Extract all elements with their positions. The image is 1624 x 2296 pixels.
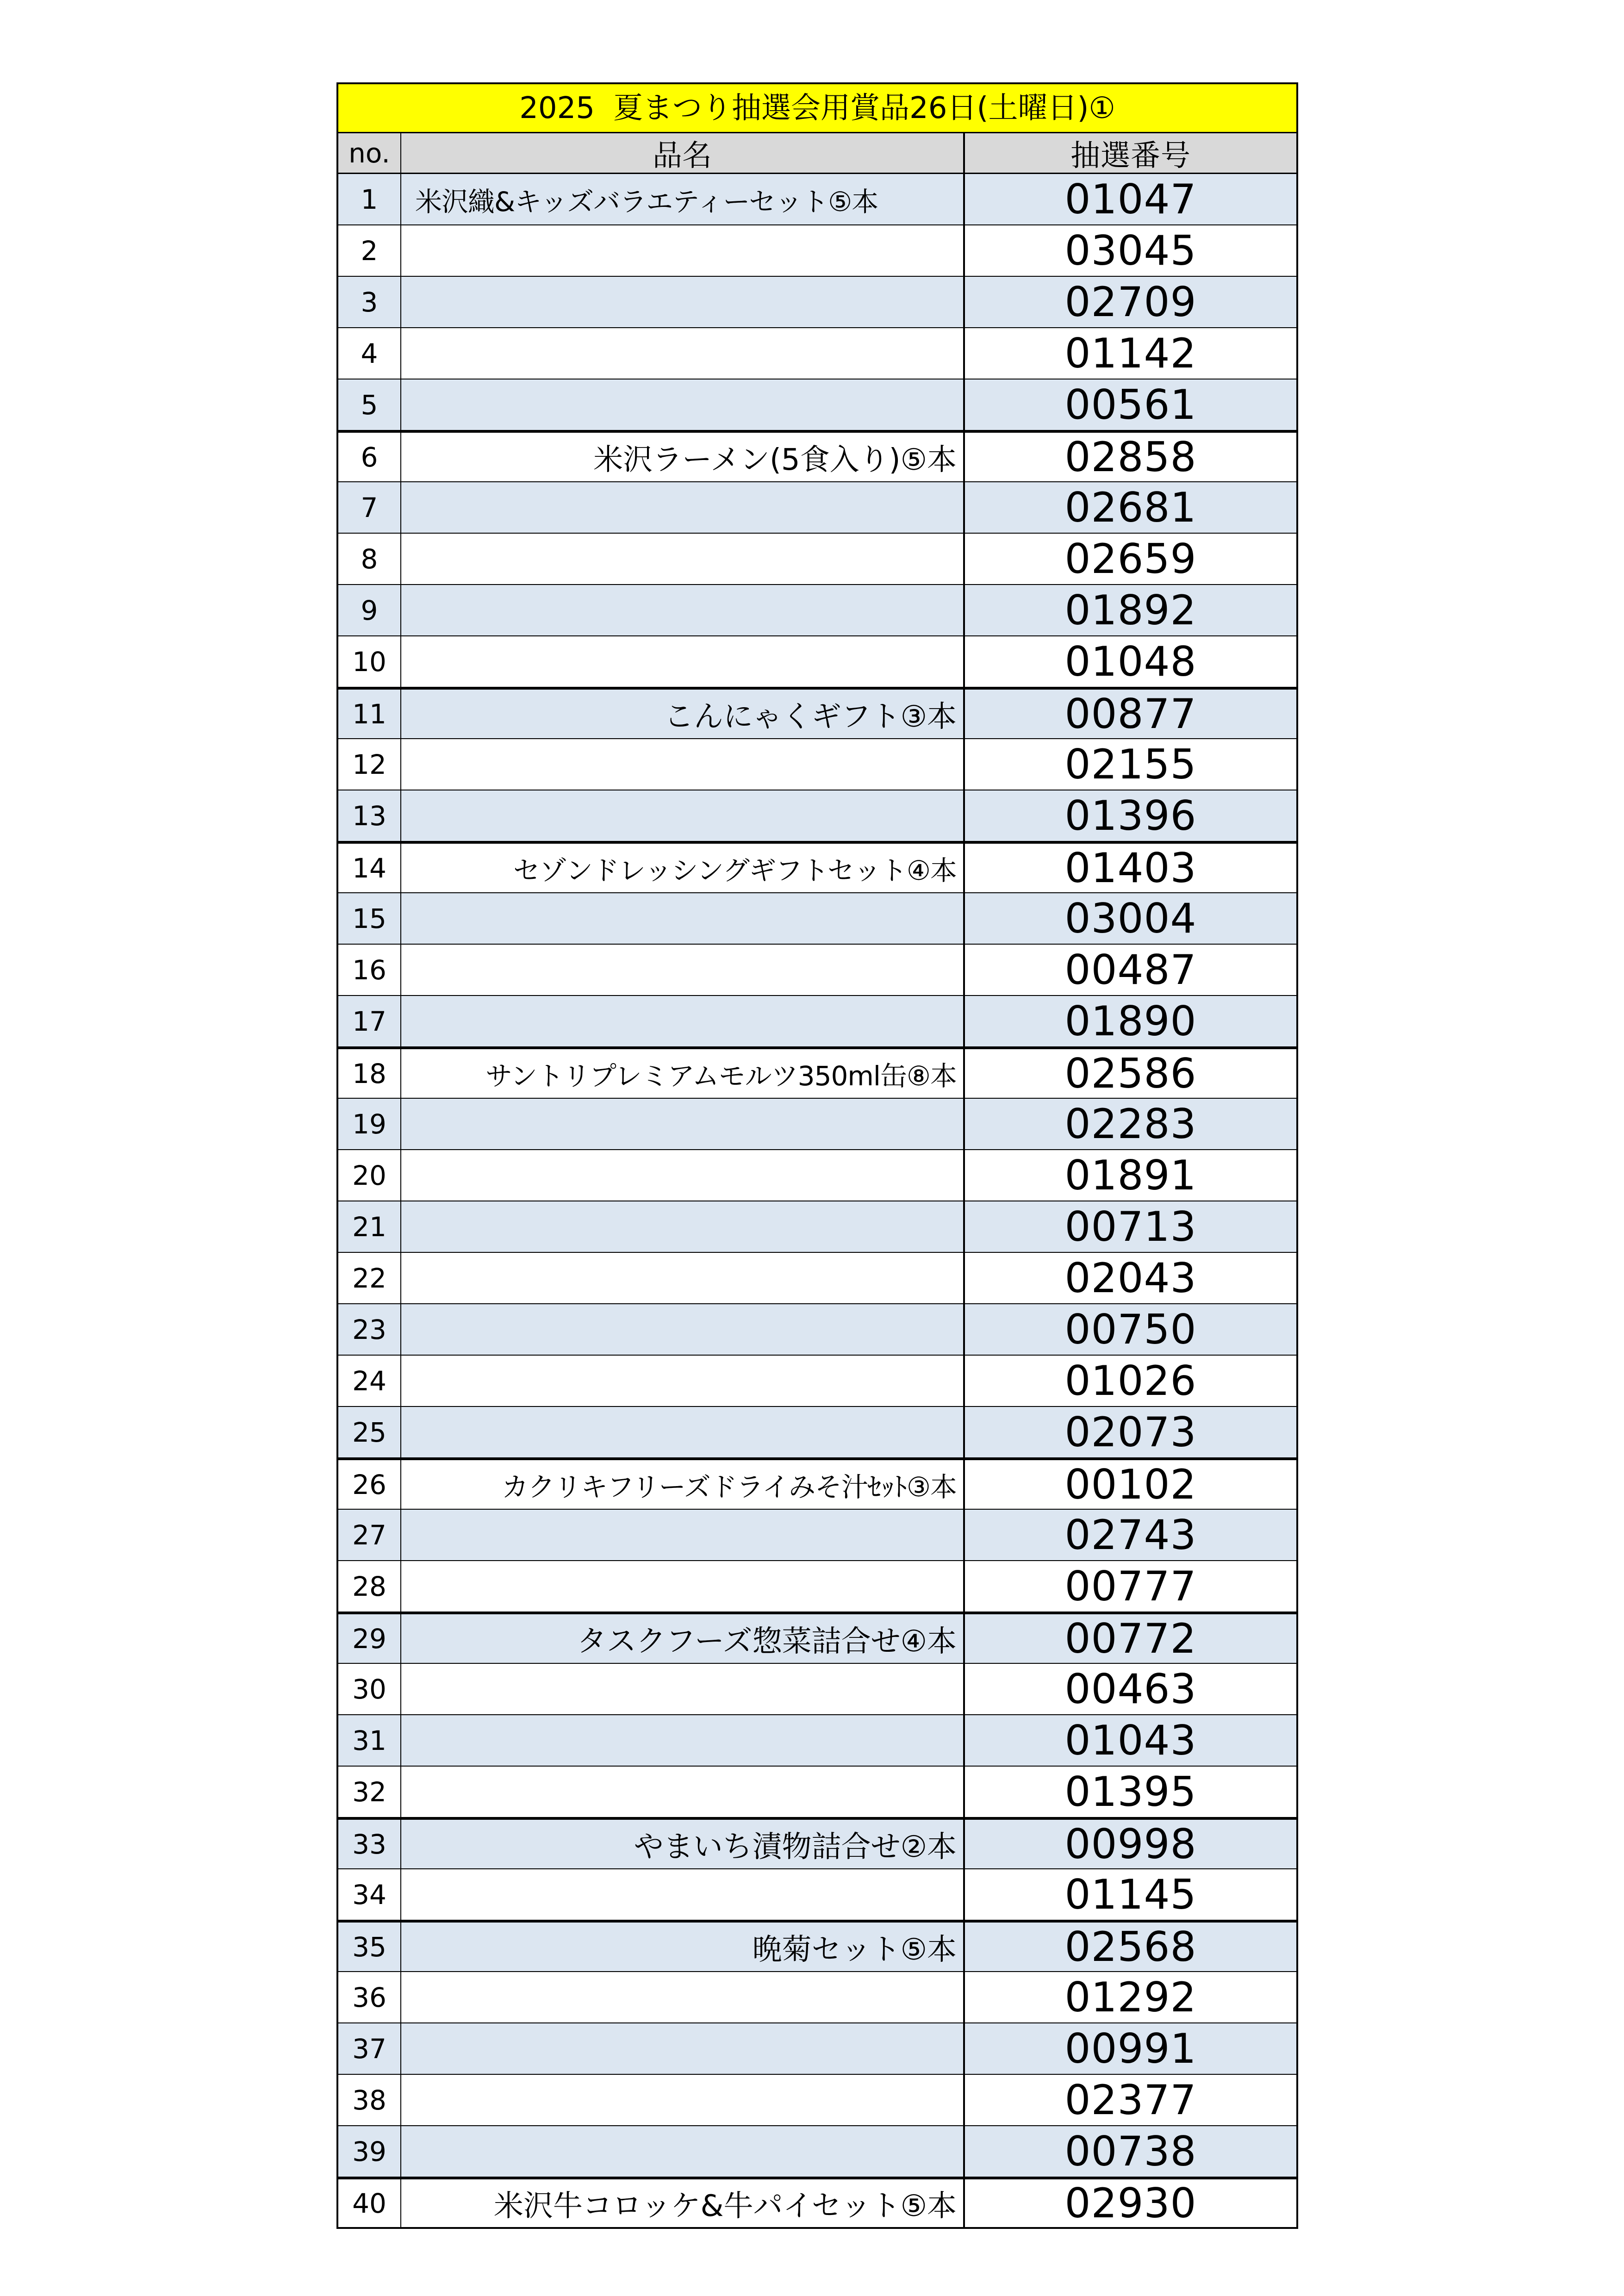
row-number: 02930 [1064,2179,1197,2227]
row-number: 01292 [1064,1973,1197,2021]
row-number: 02659 [1064,535,1197,583]
row-no: 13 [338,790,401,841]
row-no: 1 [338,174,401,224]
row-item [401,1510,965,1560]
table-row [336,790,1298,842]
row-no: 17 [338,996,401,1046]
row-item [401,1972,965,2022]
row-no: 16 [338,945,401,995]
row-item [401,1407,965,1457]
row-item [401,585,965,635]
row-number: 00772 [965,1614,1296,1663]
row-no: 33 [338,1820,401,1868]
row-number: 03004 [965,893,1296,944]
row-item: やまいち漬物詰合せ②本 [401,1820,965,1868]
table-row [336,1664,1298,1715]
row-item [401,277,965,327]
row-number: 00750 [965,1304,1296,1355]
row-number: 01145 [1064,1871,1197,1918]
row-number: 02073 [965,1407,1296,1457]
row-number: 01890 [965,996,1296,1046]
row-number: 02283 [965,1099,1296,1149]
table-row [336,1356,1298,1407]
row-number: 01395 [1064,1768,1197,1816]
row-number: 01892 [965,585,1296,635]
table-row [336,1458,1298,1510]
row-no: 18 [338,1049,401,1098]
table-row [336,534,1298,585]
row-item: 米沢牛コロッケ&牛パイセット⑤本 [401,2179,965,2227]
row-item [401,482,965,533]
row-item [401,1561,965,1612]
row-no: 21 [338,1201,401,1252]
row-number: 02858 [1064,433,1197,481]
row-number: 00102 [1064,1461,1197,1508]
row-number: 02743 [965,1510,1296,1560]
row-number: 02377 [1064,2076,1197,2124]
row-item [401,328,965,379]
row-number: 01403 [1064,844,1197,892]
table-row [336,1818,1298,1869]
title-year: 2025 [519,91,595,125]
row-no: 19 [338,1099,401,1149]
row-no: 23 [338,1304,401,1355]
table-row [336,1767,1298,1818]
row-number: 02681 [965,482,1296,533]
table-row [336,1510,1298,1561]
row-item [401,1356,965,1406]
row-number: 00738 [965,2126,1296,2177]
row-item [401,1767,965,1817]
table-row [336,945,1298,996]
header-item: 品名 [401,133,965,173]
row-item: セゾンドレッシングギフトセット④本 [401,844,965,892]
header-number: 抽選番号 [1070,138,1191,173]
row-number: 01047 [965,174,1296,224]
row-item [401,1099,965,1149]
table-row [336,2126,1298,2178]
row-no: 12 [338,739,401,790]
row-number: 02155 [1064,740,1197,788]
row-number: 00877 [965,690,1296,738]
sheet-title [336,82,1298,133]
row-no: 3 [338,277,401,327]
row-no: 38 [338,2075,401,2125]
title-text: 夏まつり抽選会用賞品26日(土曜日)① [613,91,1115,125]
row-number: 00463 [1064,1665,1197,1713]
row-number: 02709 [965,277,1296,327]
row-no: 35 [338,1923,401,1971]
row-item [401,893,965,944]
row-no: 30 [338,1664,401,1714]
row-number: 00487 [1064,946,1197,994]
row-item [401,1664,965,1714]
table-row [336,2023,1298,2075]
row-number: 01026 [1064,1357,1197,1405]
table-row [336,1099,1298,1150]
row-item: 米沢ラーメン(5食入り)⑤本 [401,433,965,481]
table-row [336,842,1298,893]
table-row [336,1407,1298,1458]
table-row [336,1612,1298,1664]
table-row [336,1253,1298,1304]
row-no: 20 [338,1150,401,1201]
row-number: 02568 [965,1923,1296,1971]
table-row [336,1201,1298,1253]
row-number: 01891 [1064,1151,1197,1199]
table-row [336,482,1298,534]
row-no: 28 [338,1561,401,1612]
row-item [401,380,965,430]
table-row [336,2178,1298,2229]
table-row [336,277,1298,328]
row-no: 2 [338,225,401,276]
table-row [336,225,1298,277]
row-item [401,225,965,276]
row-number: 02043 [1064,1254,1197,1302]
header-no: no. [338,133,401,173]
row-no: 5 [338,380,401,430]
row-no: 14 [338,844,401,892]
table-row [336,688,1298,739]
table-row [336,1304,1298,1356]
row-no: 32 [338,1767,401,1817]
row-number: 01048 [1064,638,1197,685]
table-row [336,1561,1298,1612]
row-item [401,1150,965,1201]
row-no: 7 [338,482,401,533]
row-no: 34 [338,1869,401,1920]
row-item: 晩菊セット⑤本 [401,1923,965,1971]
table-body [336,174,1298,2229]
row-no: 24 [338,1356,401,1406]
table-row [336,996,1298,1047]
row-number: 00561 [965,380,1296,430]
row-item [401,2023,965,2074]
row-number: 01142 [1064,330,1197,377]
table-row [336,174,1298,225]
row-number: 00991 [965,2023,1296,2074]
row-item: タスクフーズ惣菜詰合せ④本 [401,1614,965,1663]
row-item: 米沢織&キッズバラエティーセット⑤本 [401,174,965,224]
row-item [401,1715,965,1766]
row-item [401,534,965,584]
row-number: 01043 [965,1715,1296,1766]
row-no: 22 [338,1253,401,1303]
row-no: 39 [338,2126,401,2177]
table-row [336,739,1298,790]
row-item [401,2126,965,2177]
prize-table [336,82,1298,2229]
row-number: 01396 [965,790,1296,841]
row-no: 26 [338,1460,401,1509]
table-row [336,636,1298,688]
row-item [401,945,965,995]
row-item: サントリプレミアムモルツ350ml缶⑧本 [401,1049,965,1098]
row-no: 10 [338,636,401,687]
row-item [401,1304,965,1355]
table-row [336,1972,1298,2023]
row-no: 40 [338,2179,401,2227]
row-no: 29 [338,1614,401,1663]
table-header [336,133,1298,174]
row-item [401,996,965,1046]
table-row [336,2075,1298,2126]
table-row [336,1150,1298,1201]
row-number: 03045 [1064,227,1197,274]
row-no: 15 [338,893,401,944]
row-number: 00713 [965,1201,1296,1252]
row-number: 02586 [1064,1050,1197,1097]
row-no: 8 [338,534,401,584]
row-no: 9 [338,585,401,635]
row-item [401,636,965,687]
table-row [336,1921,1298,1972]
row-number: 00777 [1064,1562,1197,1610]
row-item [401,739,965,790]
row-item: こんにゃくギフト③本 [401,690,965,738]
row-item [401,2075,965,2125]
row-no: 36 [338,1972,401,2022]
table-row [336,1869,1298,1921]
row-item: カクリキフリーズドライみそ汁ｾｯﾄ③本 [401,1460,965,1509]
row-no: 37 [338,2023,401,2074]
table-row [336,585,1298,636]
table-row [336,328,1298,380]
row-no: 31 [338,1715,401,1766]
row-no: 27 [338,1510,401,1560]
row-no: 11 [338,690,401,738]
row-no: 4 [338,328,401,379]
row-item [401,1253,965,1303]
row-no: 6 [338,433,401,481]
table-row [336,893,1298,945]
table-row [336,431,1298,482]
row-number: 00998 [965,1820,1296,1868]
row-no: 25 [338,1407,401,1457]
table-row [336,1047,1298,1099]
table-row [336,380,1298,431]
table-row [336,1715,1298,1767]
row-item [401,790,965,841]
row-item [401,1869,965,1920]
row-item [401,1201,965,1252]
